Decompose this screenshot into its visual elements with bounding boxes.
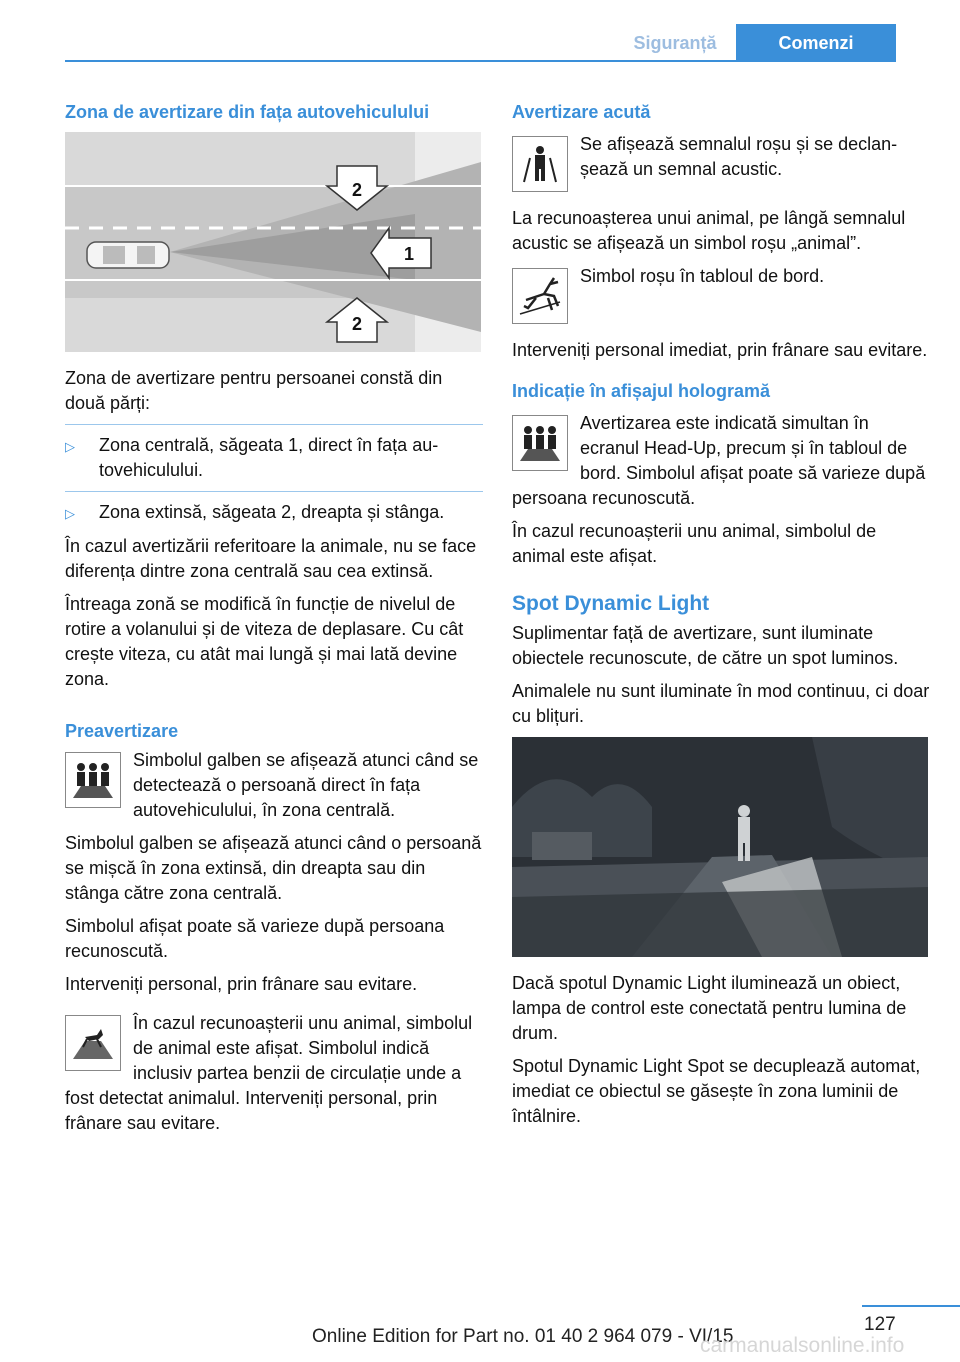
paragraph: Interveniți personal imediat, prin frânare sau evitare. xyxy=(512,340,928,360)
paragraph: Simbolul afișat poate să varieze după persoana recunoscută. xyxy=(65,916,445,961)
night-scene-svg xyxy=(512,737,928,957)
header-rule xyxy=(65,60,895,62)
watermark: carmanualsonline.info xyxy=(700,1334,905,1357)
deer-icon xyxy=(512,268,568,324)
list-item-text: Zona extinsă, săgeata 2, dreapta și stânga. xyxy=(99,502,445,522)
arrow-label-1: 1 xyxy=(403,244,415,264)
list-item xyxy=(65,433,483,483)
divider xyxy=(65,424,483,425)
pedestrian-group-icon xyxy=(512,415,568,471)
left-column xyxy=(65,100,483,1136)
paragraph: Dacă spotul Dynamic Light iluminează un obiect, lampa de control este conectată pentru lumina de drum. xyxy=(512,973,907,1043)
triangle-bullet-icon: ▷ xyxy=(65,506,75,521)
icon-paragraph xyxy=(512,132,930,196)
icon-paragraph-text: Simbolul galben se afișează atunci când se detectează o persoană direct în fața autovehiculului, în zona centrală. xyxy=(133,750,479,820)
paragraph: La recunoașterea unui animal, pe lângă semnalul acustic se afișează un simbol roșu „animal”. xyxy=(512,208,906,253)
warning-zone-svg xyxy=(65,132,481,352)
arrow-label-2-bottom: 2 xyxy=(351,314,363,334)
arrow-label-2-top: 2 xyxy=(351,180,363,200)
section-heading-preavertizare: Preavertizare xyxy=(65,721,179,741)
tab-siguranta[interactable]: Siguranță xyxy=(633,33,717,53)
icon-paragraph-text: Se afișează semnalul roșu și se declanșează un semnal acustic. xyxy=(580,134,898,179)
section-subtitle: Zona de avertizare din fața autovehiculului xyxy=(65,102,430,122)
icon-paragraph xyxy=(65,748,483,823)
section-heading-holograma: Indicație în afișajul hologramă xyxy=(512,381,771,401)
section-heading-avertizare-acuta: Avertizare acută xyxy=(512,102,651,122)
right-column xyxy=(512,100,930,1137)
icon-paragraph xyxy=(65,1011,483,1136)
paragraph: Interveniți personal, prin frânare sau evitare. xyxy=(65,974,418,994)
footer-rule xyxy=(862,1305,960,1307)
paragraph: În cazul avertizării referitoare la animale, nu se face diferența dintre zona centrală sau cea extinsă. xyxy=(65,536,477,581)
icon-paragraph-text: În cazul recunoașterii unu animal, simbolul de animal este afișat. Simbolul indică inclusiv partea benzii de circulație unde a fost detectat animalul. Interveniți personal, prin frânare sau evitare. xyxy=(65,1013,473,1133)
warning-zone-diagram xyxy=(65,132,481,352)
triangle-bullet-icon: ▷ xyxy=(65,439,75,454)
paragraph: Simbolul galben se afișează atunci când o persoană se mișcă în zona extinsă, din dreapta sau din stânga către zona centrală. xyxy=(65,833,482,903)
paragraph: Animalele nu sunt iluminate în mod continuu, ci doar cu blițuri. xyxy=(512,681,930,726)
section-heading-spot-dynamic-light: Spot Dynamic Light xyxy=(512,592,710,615)
edition-note: Online Edition for Part no. 01 40 2 964 079 - VI/15 xyxy=(312,1326,734,1347)
pedestrian-icon xyxy=(512,136,568,192)
icon-paragraph xyxy=(512,411,930,511)
animal-road-icon xyxy=(65,1015,121,1071)
icon-paragraph-text: Simbol roșu în tabloul de bord. xyxy=(580,266,825,286)
tab-comenzi[interactable]: Comenzi xyxy=(736,24,896,62)
paragraph: În cazul recunoașterii unu animal, simbolul de animal este afișat. xyxy=(512,521,877,566)
paragraph: Zona de avertizare pentru persoanei constă din două părți: xyxy=(65,368,443,413)
pedestrian-group-icon xyxy=(65,752,121,808)
icon-paragraph xyxy=(512,264,930,328)
paragraph: Suplimentar față de avertizare, sunt iluminate obiectele recunoscute, de către un spot luminos. xyxy=(512,623,899,668)
paragraph: Spotul Dynamic Light Spot se decuplează automat, imediat ce obiectul se găsește în zona luminii de întâlnire. xyxy=(512,1056,921,1126)
list-item xyxy=(65,500,483,526)
list-item-text: Zona centrală, săgeata 1, direct în fața autovehiculului. xyxy=(99,435,439,480)
icon-paragraph-text: Avertizarea este indicată simultan în ecranul Head-Up, precum și în tabloul de bord. Simbolul afișat poate să varieze după persoana recunoscută. xyxy=(512,413,926,508)
page-number: 127 xyxy=(864,1314,896,1335)
divider xyxy=(65,491,483,492)
paragraph: Întreaga zonă se modifică în funcție de nivelul de rotire a volanului și de viteza de deplasare. Cu cât crește viteza, cu atât mai lungă și mai lată devine zona. xyxy=(65,594,464,689)
night-spotlight-photo xyxy=(512,737,928,957)
